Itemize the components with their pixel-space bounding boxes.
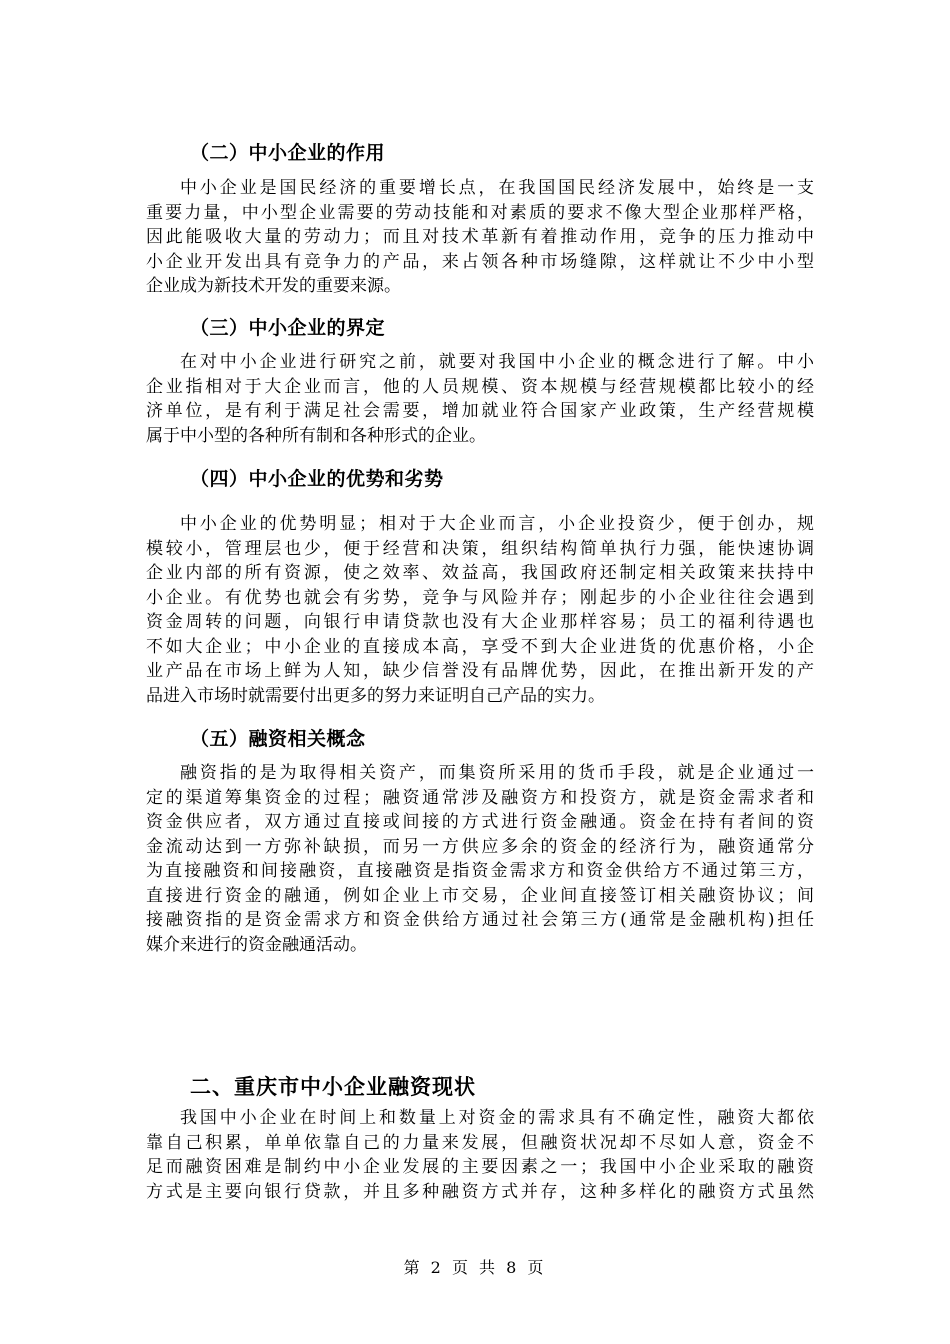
text-line: 小企业。有优势也就会有劣势，竞争与风险并存；刚起步的小企业往往会遇到 bbox=[146, 587, 814, 608]
text-line: 重要力量，中小型企业需要的劳动技能和对素质的要求不像大型企业那样严格， bbox=[146, 202, 814, 223]
text-line: 品进入市场时就需要付出更多的努力来证明自己产品的实力。 bbox=[146, 685, 605, 706]
text-line: 为直接融资和间接融资，直接融资是指资金需求方和资金供给方不通过第三方， bbox=[146, 861, 814, 881]
text-line: 因此能吸收大量的劳动力；而且对技术革新有着推动作用，竞争的压力推动中 bbox=[146, 227, 814, 247]
text-line: 靠自己积累，单单依靠自己的力量来发展，但融资状况却不尽如人意，资金不 bbox=[146, 1132, 814, 1153]
text-line: 企业指相对于大企业而言，他的人员规模、资本规模与经营规模都比较小的经 bbox=[146, 376, 814, 397]
section-heading-definition: （三）中小企业的界定 bbox=[190, 317, 386, 339]
chapter-heading: 二、重庆市中小企业融资现状 bbox=[190, 1074, 476, 1099]
text-line: 直接进行资金的融通，例如企业上市交易，企业间直接签订相关融资协议；间 bbox=[146, 885, 814, 906]
text-line: 中小企业的优势明显；相对于大企业而言，小企业投资少，便于创办，规 bbox=[180, 514, 814, 534]
paragraph-chapter-intro bbox=[146, 1106, 814, 1204]
text-line: 企业内部的所有资源，使之效率、效益高，我国政府还制定相关政策来扶持中 bbox=[146, 563, 814, 583]
text-line: 小企业开发出具有竞争力的产品，来占领各种市场缝隙，这样就让不少中小型 bbox=[146, 251, 814, 272]
text-line: 中小企业是国民经济的重要增长点，在我国国民经济发展中，始终是一支 bbox=[180, 178, 814, 198]
text-line: 足而融资困难是制约中小企业发展的主要因素之一；我国中小企业采取的融资 bbox=[146, 1157, 814, 1177]
text-line: 融资指的是为取得相关资产，而集资所采用的货币手段，就是企业通过一 bbox=[180, 763, 814, 783]
page-number-footer: 第 2 页 共 8 页 bbox=[403, 1258, 547, 1277]
text-line: 企业成为新技术开发的重要来源。 bbox=[146, 276, 401, 296]
text-line: 模较小，管理层也少，便于经营和决策，组织结构简单执行力强，能快速协调 bbox=[146, 538, 814, 559]
section-heading-pros-cons: （四）中小企业的优势和劣势 bbox=[190, 468, 444, 490]
text-line: 业产品在市场上鲜为人知，缺少信誉没有品牌优势，因此，在推出新开发的产 bbox=[146, 661, 814, 681]
paragraph-definition bbox=[146, 350, 814, 448]
text-line: 在对中小企业进行研究之前，就要对我国中小企业的概念进行了解。中小 bbox=[180, 352, 814, 372]
text-line: 资金供应者，双方通过直接或间接的方式进行资金融通。资金在持有者间的资 bbox=[146, 812, 814, 832]
text-line: 媒介来进行的资金融通活动。 bbox=[146, 934, 367, 955]
paragraph-role bbox=[146, 176, 814, 299]
text-line: 金流动达到一方弥补缺损，而另一方供应多余的资金的经济行为，融资通常分 bbox=[146, 836, 814, 857]
text-line: 方式是主要向银行贷款，并且多种融资方式并存，这种多样化的融资方式虽然 bbox=[146, 1181, 814, 1202]
text-line: 属于中小型的各种所有制和各种形式的企业。 bbox=[146, 425, 486, 446]
paragraph-financing bbox=[146, 761, 814, 957]
text-line: 定的渠道筹集资金的过程；融资通常涉及融资方和投资方，就是资金需求者和 bbox=[146, 787, 814, 808]
text-line: 我国中小企业在时间上和数量上对资金的需求具有不确定性，融资大都依 bbox=[180, 1108, 814, 1128]
section-heading-financing: （五）融资相关概念 bbox=[190, 728, 366, 750]
text-line: 济单位，是有利于满足社会需要，增加就业符合国家产业政策，生产经营规模 bbox=[146, 401, 814, 421]
text-line: 资金周转的问题，向银行申请贷款也没有大企业那样容易；员工的福利待遇也 bbox=[146, 612, 814, 632]
section-heading-role: （二）中小企业的作用 bbox=[190, 142, 386, 164]
text-line: 不如大企业；中小企业的直接成本高，享受不到大企业进货的优惠价格，小企 bbox=[146, 636, 814, 657]
text-line: 接融资指的是资金需求方和资金供给方通过社会第三方(通常是金融机构)担任 bbox=[146, 910, 814, 930]
paragraph-pros-cons bbox=[146, 512, 814, 708]
